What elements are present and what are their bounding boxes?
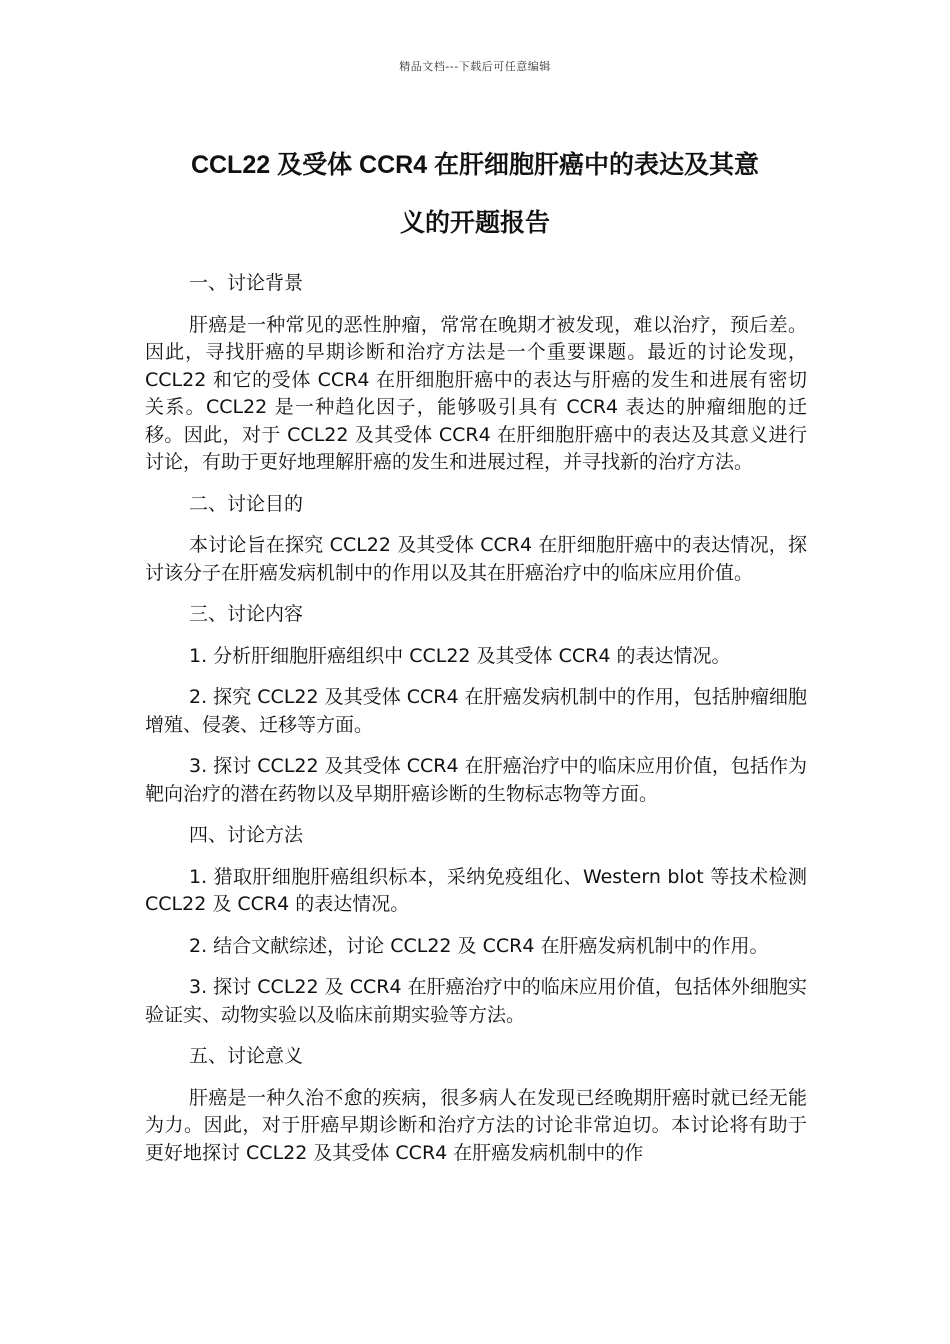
header-note: 精品文档---下载后可任意编辑 [399,60,551,73]
paragraph-purpose: 本讨论旨在探究 CCL22 及其受体 CCR4 在肝细胞肝癌中的表达情况，探讨该分子在肝癌发病机制中的作用以及其在肝癌治疗中的临床应用价值。 [145,534,807,584]
section-heading-significance: 五、讨论意义 [189,1045,304,1067]
paragraph-background: 肝癌是一种常见的恶性肿瘤，常常在晚期才被发现，难以治疗，预后差。因此，寻找肝癌的早期诊断和治疗方法是一个重要课题。最近的讨论发现，CCL22 和它的受体 CCR4 在肝细胞肝癌中的表达与肝癌的发生和进展有密切关系。CCL22 是一种趋化因子，能够吸引具有 CCR4 表达的肿瘤细胞的迁移。因此，对于 CCL22 及其受体 CCR4 在肝细胞肝癌中的表达及其意义进行讨论，有助于更好地理解肝癌的发生和进展过程，并寻找新的治疗方法。 [145,313,807,473]
list-item-methods-2: 2. 结合文献综述，讨论 CCL22 及 CCR4 在肝癌发病机制中的作用。 [189,934,769,957]
title-line-2: 义的开题报告 [399,209,550,237]
list-item-content-3: 3. 探讨 CCL22 及其受体 CCR4 在肝癌治疗中的临床应用价值，包括作为靶向治疗的潜在药物以及早期肝癌诊断的生物标志物等方面。 [145,755,807,805]
document-title [120,136,830,252]
list-item-methods-3: 3. 探讨 CCL22 及 CCR4 在肝癌治疗中的临床应用价值，包括体外细胞实验证实、动物实验以及临床前期实验等方法。 [145,976,807,1026]
list-item-methods-1: 1. 猎取肝细胞肝癌组织标本，采纳免疫组化、Western blot 等技术检测 CCL22 及 CCR4 的表达情况。 [145,865,807,915]
section-heading-methods: 四、讨论方法 [189,824,304,846]
document-body [145,270,807,1181]
list-item-content-2: 2. 探究 CCL22 及其受体 CCR4 在肝癌发病机制中的作用，包括肿瘤细胞增殖、侵袭、迁移等方面。 [145,686,807,736]
section-heading-content: 三、讨论内容 [189,603,304,625]
paragraph-significance: 肝癌是一种久治不愈的疾病，很多病人在发现已经晚期肝癌时就已经无能为力。因此，对于肝癌早期诊断和治疗方法的讨论非常迫切。本讨论将有助于更好地探讨 CCL22 及其受体 CCR4 在肝癌发病机制中的作 [145,1086,807,1164]
list-item-content-1: 1. 分析肝细胞肝癌组织中 CCL22 及其受体 CCR4 的表达情况。 [189,644,731,667]
section-heading-purpose: 二、讨论目的 [189,492,304,515]
title-line-1: CCL22 及受体 CCR4 在肝细胞肝癌中的表达及其意 [190,151,760,179]
section-heading-background: 一、讨论背景 [189,272,304,294]
